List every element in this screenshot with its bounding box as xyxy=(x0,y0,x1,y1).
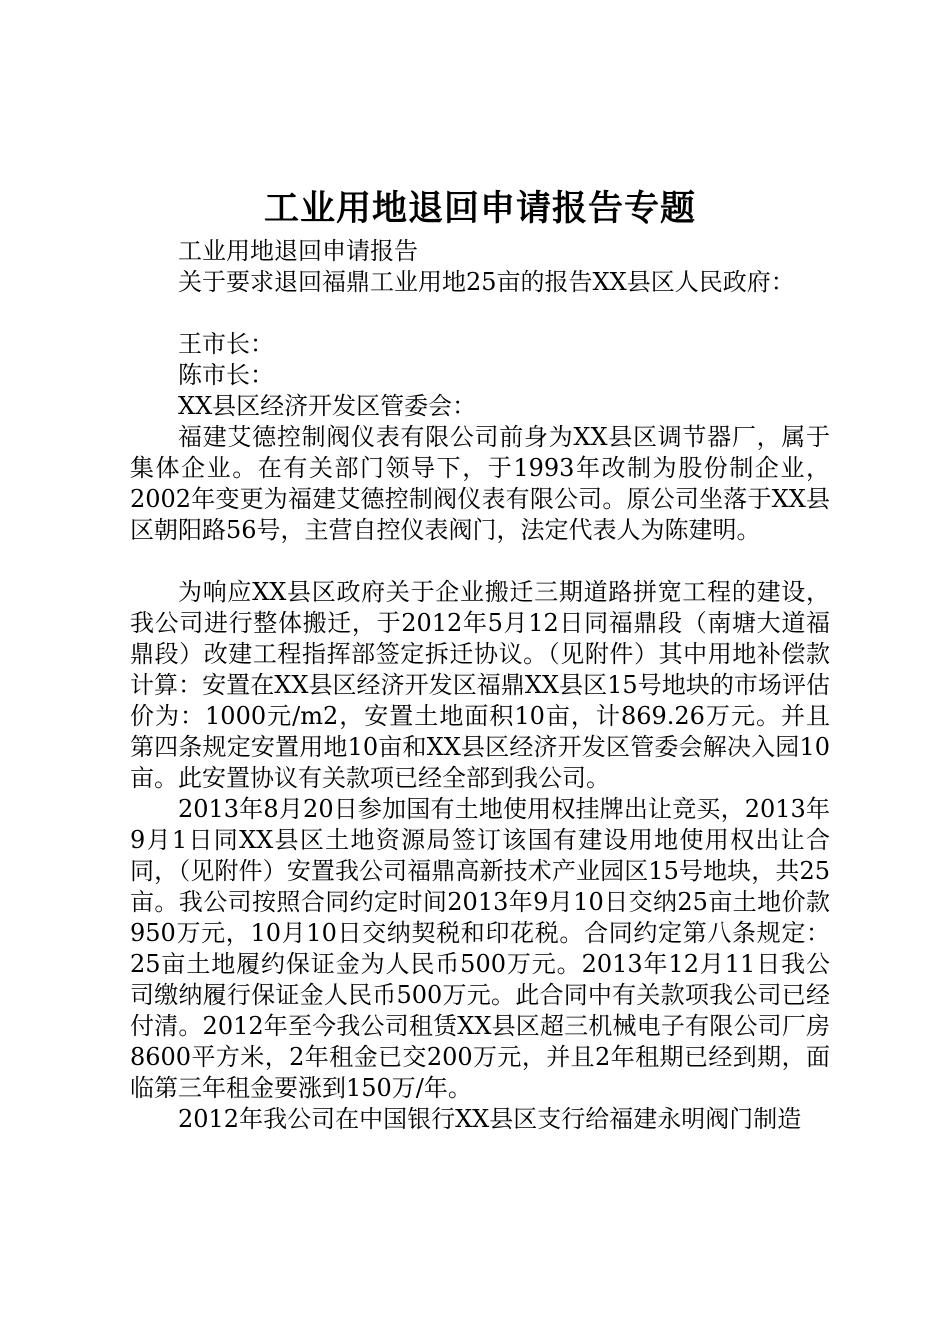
paragraph-bank-loan: 2012年我公司在中国银行XX县区支行给福建永明阀门制造 xyxy=(178,1105,802,1133)
blank-line xyxy=(130,546,830,577)
paragraph-relocation: 为响应XX县区政府关于企业搬迁三期道路拼宽工程的建设，我公司进行整体搬迁，于2012年5月12日同福鼎段（南塘大道福鼎段）改建工程指挥部签定拆迁协议。（见附件）其中用地补偿款计算：安置在XX县区经济开发区福鼎XX县区15号地块的市场评估价为：1000元/m2，安置土地面积10亩，计869.26万元。并且第四条规定安置用地10亩和XX县区经济开发区管委会解决入园10亩。此安置协议有关款项已经全部到我公司。 xyxy=(130,578,830,792)
addressee-mayor-chen: 陈市长： xyxy=(178,361,274,389)
document-body xyxy=(130,236,830,1135)
paragraph-company-history: 福建艾德控制阀仪表有限公司前身为XX县区调节器厂，属于集体企业。在有关部门领导下，于1993年改制为股份制企业，2002年变更为福建艾德控制阀仪表有限公司。原公司坐落于XX县区朝阳路56号，主营自控仪表阀门，法定代表人为陈建明。 xyxy=(130,423,830,544)
paragraph-land-auction: 2013年8月20日参加国有土地使用权挂牌出让竞买，2013年9月1日同XX县区土地资源局签订该国有建设用地使用权出让合同，（见附件）安置我公司福鼎高新技术产业园区15号地块，共25亩。我公司按照合同约定时间2013年9月10日交纳25亩土地价款950万元，10月10日交纳契税和印花税。合同约定第八条规定：25亩土地履约保证金为人民币500万元。2013年12月11日我公司缴纳履行保证金人民币500万元。此合同中有关款项我公司已经付清。2012年至今我公司租赁XX县区超三机械电子有限公司厂房8600平方米，2年租金已交200万元，并且2年租期已经到期，面临第三年租金要涨到150万/年。 xyxy=(130,795,830,1102)
subtitle-line: 工业用地退回申请报告 xyxy=(178,237,418,265)
blank-line xyxy=(130,298,830,329)
addressee-mayor-wang: 王市长： xyxy=(178,330,274,358)
addressee-committee: XX县区经济开发区管委会： xyxy=(178,392,477,420)
document-page xyxy=(130,0,830,1135)
report-heading-line: 关于要求退回福鼎工业用地25亩的报告XX县区人民政府： xyxy=(178,268,795,296)
document-title: 工业用地退回申请报告专题 xyxy=(263,188,696,229)
